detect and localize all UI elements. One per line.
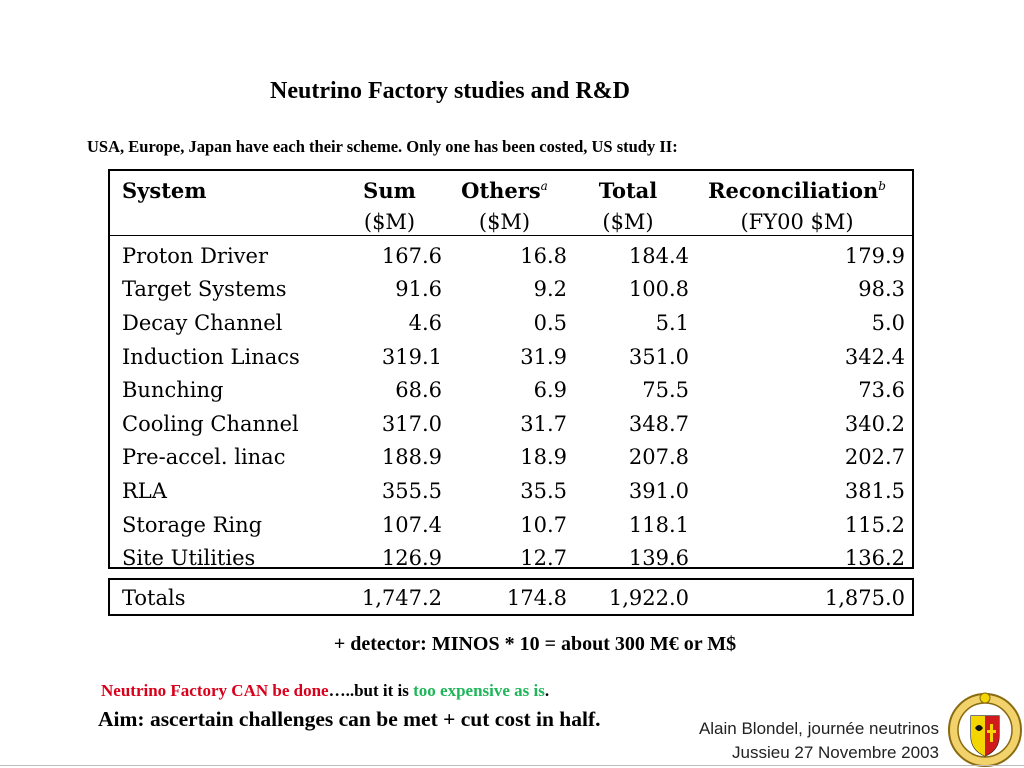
cell-sum: 188.9 — [381, 445, 442, 470]
cell-system: Target Systems — [122, 277, 287, 302]
note-too-expensive: too expensive as is — [413, 681, 545, 700]
cost-table — [108, 169, 914, 569]
header-unit-system — [122, 206, 337, 237]
credit-location-date: Jussieu 27 Novembre 2003 — [732, 743, 939, 762]
cell-system: Proton Driver — [122, 243, 269, 268]
table-header — [122, 171, 905, 237]
table-row — [122, 273, 905, 307]
cell-total: 75.5 — [642, 378, 689, 403]
table-row — [122, 441, 905, 475]
cell-sum: 107.4 — [381, 512, 442, 537]
slide-subtitle: USA, Europe, Japan have each their scheme. Only one has been costed, US study II: — [87, 137, 678, 156]
cell-reconciliation: 73.6 — [858, 378, 905, 403]
header-total: Total — [598, 178, 658, 203]
cell-others: 18.9 — [520, 445, 567, 470]
cell-sum: 319.1 — [381, 344, 442, 369]
footnote-a: a — [540, 179, 548, 193]
detector-line: + detector: MINOS * 10 = about 300 M€ or M$ — [333, 633, 737, 655]
aim-line: Aim: ascertain challenges can be met + cut cost in half. — [98, 707, 601, 731]
cell-reconciliation: 340.2 — [844, 411, 905, 436]
header-unit-total: ($M) — [602, 209, 654, 234]
cell-total: 5.1 — [655, 310, 689, 335]
footer-divider — [0, 765, 1024, 766]
table-row — [122, 306, 905, 340]
cell-total: 351.0 — [628, 344, 689, 369]
totals-box — [108, 578, 914, 616]
cell-others: 0.5 — [533, 310, 567, 335]
cell-system: RLA — [122, 478, 167, 503]
header-reconciliation: Reconciliation$^b$ — [708, 178, 886, 203]
cell-total: 100.8 — [628, 277, 689, 302]
totals-reconciliation: 1,875.0 — [824, 586, 905, 610]
cell-reconciliation: 202.7 — [844, 445, 905, 470]
cell-others: 31.7 — [520, 411, 567, 436]
note-can-be-done: Neutrino Factory CAN be done — [101, 681, 329, 700]
cell-others: 6.9 — [533, 378, 567, 403]
totals-total: 1,922.0 — [608, 586, 689, 610]
cell-total: 184.4 — [628, 243, 689, 268]
header-others: Others$^a$ — [461, 178, 548, 203]
cell-total: 207.8 — [628, 445, 689, 470]
cell-total: 391.0 — [628, 478, 689, 503]
feasibility-note — [101, 681, 549, 701]
cell-sum: 68.6 — [395, 378, 442, 403]
totals-row — [122, 582, 905, 614]
table-row — [122, 508, 905, 542]
cell-sum: 91.6 — [395, 277, 442, 302]
cell-system: Storage Ring — [122, 512, 263, 537]
cell-others: 35.5 — [520, 478, 567, 503]
slide-title: Neutrino Factory studies and R&D — [270, 78, 630, 104]
cell-others: 12.7 — [520, 546, 567, 571]
cell-system: Site Utilities — [122, 546, 256, 571]
cell-reconciliation: 342.4 — [844, 344, 905, 369]
note-but: …..but it is — [328, 681, 414, 700]
header-sum: Sum — [363, 178, 416, 203]
cell-system: Bunching — [122, 378, 224, 403]
cell-others: 9.2 — [533, 277, 567, 302]
header-system: System — [122, 178, 207, 203]
cell-system: Induction Linacs — [122, 344, 300, 369]
cell-total: 118.1 — [628, 512, 689, 537]
header-unit-sum: ($M) — [363, 209, 416, 234]
cell-system: Cooling Channel — [122, 411, 299, 436]
table-row — [122, 474, 905, 508]
cell-system: Pre-accel. linac — [122, 445, 286, 470]
table-row — [122, 373, 905, 407]
table-body — [122, 239, 905, 575]
totals-table — [122, 582, 905, 614]
table-row — [122, 239, 905, 273]
cell-reconciliation: 98.3 — [858, 277, 905, 302]
cell-reconciliation: 179.9 — [844, 243, 905, 268]
cell-total: 139.6 — [628, 546, 689, 571]
cell-reconciliation: 381.5 — [844, 478, 905, 503]
cell-total: 348.7 — [628, 411, 689, 436]
header-unit-others: ($M) — [478, 209, 531, 234]
header-row-2 — [122, 206, 905, 237]
header-divider — [110, 235, 912, 236]
footnote-b: b — [878, 179, 886, 193]
header-unit-reconciliation: (FY00 $M) — [740, 209, 854, 234]
table-row — [122, 541, 905, 575]
cell-sum: 4.6 — [408, 310, 442, 335]
cell-sum: 167.6 — [381, 243, 442, 268]
cell-reconciliation: 136.2 — [844, 546, 905, 571]
header-row-1 — [122, 171, 905, 206]
cell-sum: 317.0 — [381, 411, 442, 436]
footer-credit — [699, 717, 939, 765]
cell-sum: 126.9 — [381, 546, 442, 571]
university-crest-icon — [945, 688, 1024, 768]
note-period: . — [544, 681, 550, 700]
credit-author: Alain Blondel, journée neutrinos — [698, 719, 939, 738]
totals-sum: 1,747.2 — [361, 586, 442, 610]
cell-system: Decay Channel — [122, 310, 283, 335]
cell-others: 10.7 — [520, 512, 567, 537]
cell-others: 31.9 — [520, 344, 567, 369]
totals-label: Totals — [122, 586, 186, 610]
table-row — [122, 340, 905, 374]
cell-sum: 355.5 — [381, 478, 442, 503]
table-row — [122, 407, 905, 441]
cell-others: 16.8 — [520, 243, 567, 268]
cell-reconciliation: 5.0 — [871, 310, 905, 335]
totals-others: 174.8 — [506, 586, 567, 610]
cell-reconciliation: 115.2 — [844, 512, 905, 537]
